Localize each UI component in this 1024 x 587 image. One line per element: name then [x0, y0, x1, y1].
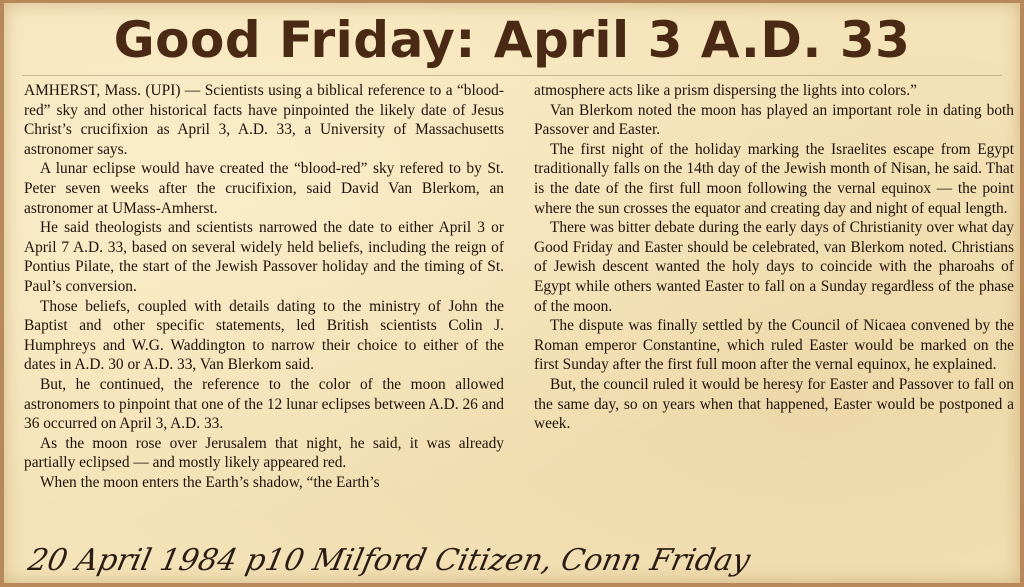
- paragraph: atmosphere acts like a prism dispersing the lights into colors.”: [534, 82, 917, 99]
- paragraph: AMHERST, Mass. (UPI) — Scientists using a biblical reference to a “blood-red” sky and other historical facts have pinpointed the likely date of Jesus Christ’s crucifixion as April 3, A.D. 33, a University of Massachusetts astronomer says.: [24, 82, 504, 158]
- headline-rule: [22, 75, 1002, 76]
- paragraph: Van Blerkom noted the moon has played an important role in dating both Passover and Easter.: [534, 101, 1014, 139]
- paragraph: He said theologists and scientists narrowed the date to either April 3 or April 7 A.D. 33, based on several widely held beliefs, including the reign of Pontius Pilate, the start of the Jewish Passover holiday and the timing of St. Paul’s conversion.: [24, 219, 504, 295]
- paragraph: But, he continued, the reference to the color of the moon allowed astronomers to pinpoint that one of the 12 lunar eclipses between A.D. 26 and 36 occurred on April 3, A.D. 33.: [24, 375, 504, 433]
- newspaper-clipping: [4, 3, 1020, 583]
- paragraph: The dispute was finally settled by the Council of Nicaea convened by the Roman emperor Constantine, which ruled Easter would be marked on the first Sunday after the first full moon after the vernal equinox, he explained.: [534, 317, 1014, 374]
- article-column-right: [534, 81, 1014, 434]
- paragraph: But, the council ruled it would be heresy for Easter and Passover to fall on the same day, so on years when that happened, Easter would be postponed a week.: [534, 375, 1014, 433]
- paragraph: The first night of the holiday marking the Israelites escape from Egypt traditionally falls on the 14th day of the Jewish month of Nisan, he said. That is the date of the first full moon following the vernal equinox — the point where the sun crosses the equator and creating day and night of equal length.: [534, 140, 1014, 217]
- paragraph: Those beliefs, coupled with details dating to the ministry of John the Baptist and other specific statements, led British scientists Colin J. Humphreys and W.G. Waddington to narrow their choice to either of the dates in A.D. 30 or A.D. 33, Van Blerkom said.: [24, 297, 504, 374]
- handwritten-source-note: 20 April 1984 p10 Milford Citizen, Conn Friday: [25, 543, 754, 578]
- article-column-left: [24, 81, 504, 492]
- paragraph: A lunar eclipse would have created the “blood-red” sky refered to by St. Peter seven weeks after the crucifixion, said David Van Blerkom, an astronomer at UMass-Amherst.: [24, 160, 504, 217]
- headline: Good Friday: April 3 A.D. 33: [113, 11, 911, 69]
- paragraph: As the moon rose over Jerusalem that night, he said, it was already partially eclipsed — and mostly likely appeared red.: [24, 434, 504, 472]
- paragraph: When the moon enters the Earth’s shadow, “the Earth’s: [40, 473, 380, 491]
- paragraph: There was bitter debate during the early days of Christianity over what day Good Friday and Easter should be celebrated, van Blerkom noted. Christians of Jewish descent wanted the holy days to coincide with the pharoahs of Egypt while others wanted Easter to fall on a Sunday regardless of the phase of the moon.: [534, 219, 1014, 315]
